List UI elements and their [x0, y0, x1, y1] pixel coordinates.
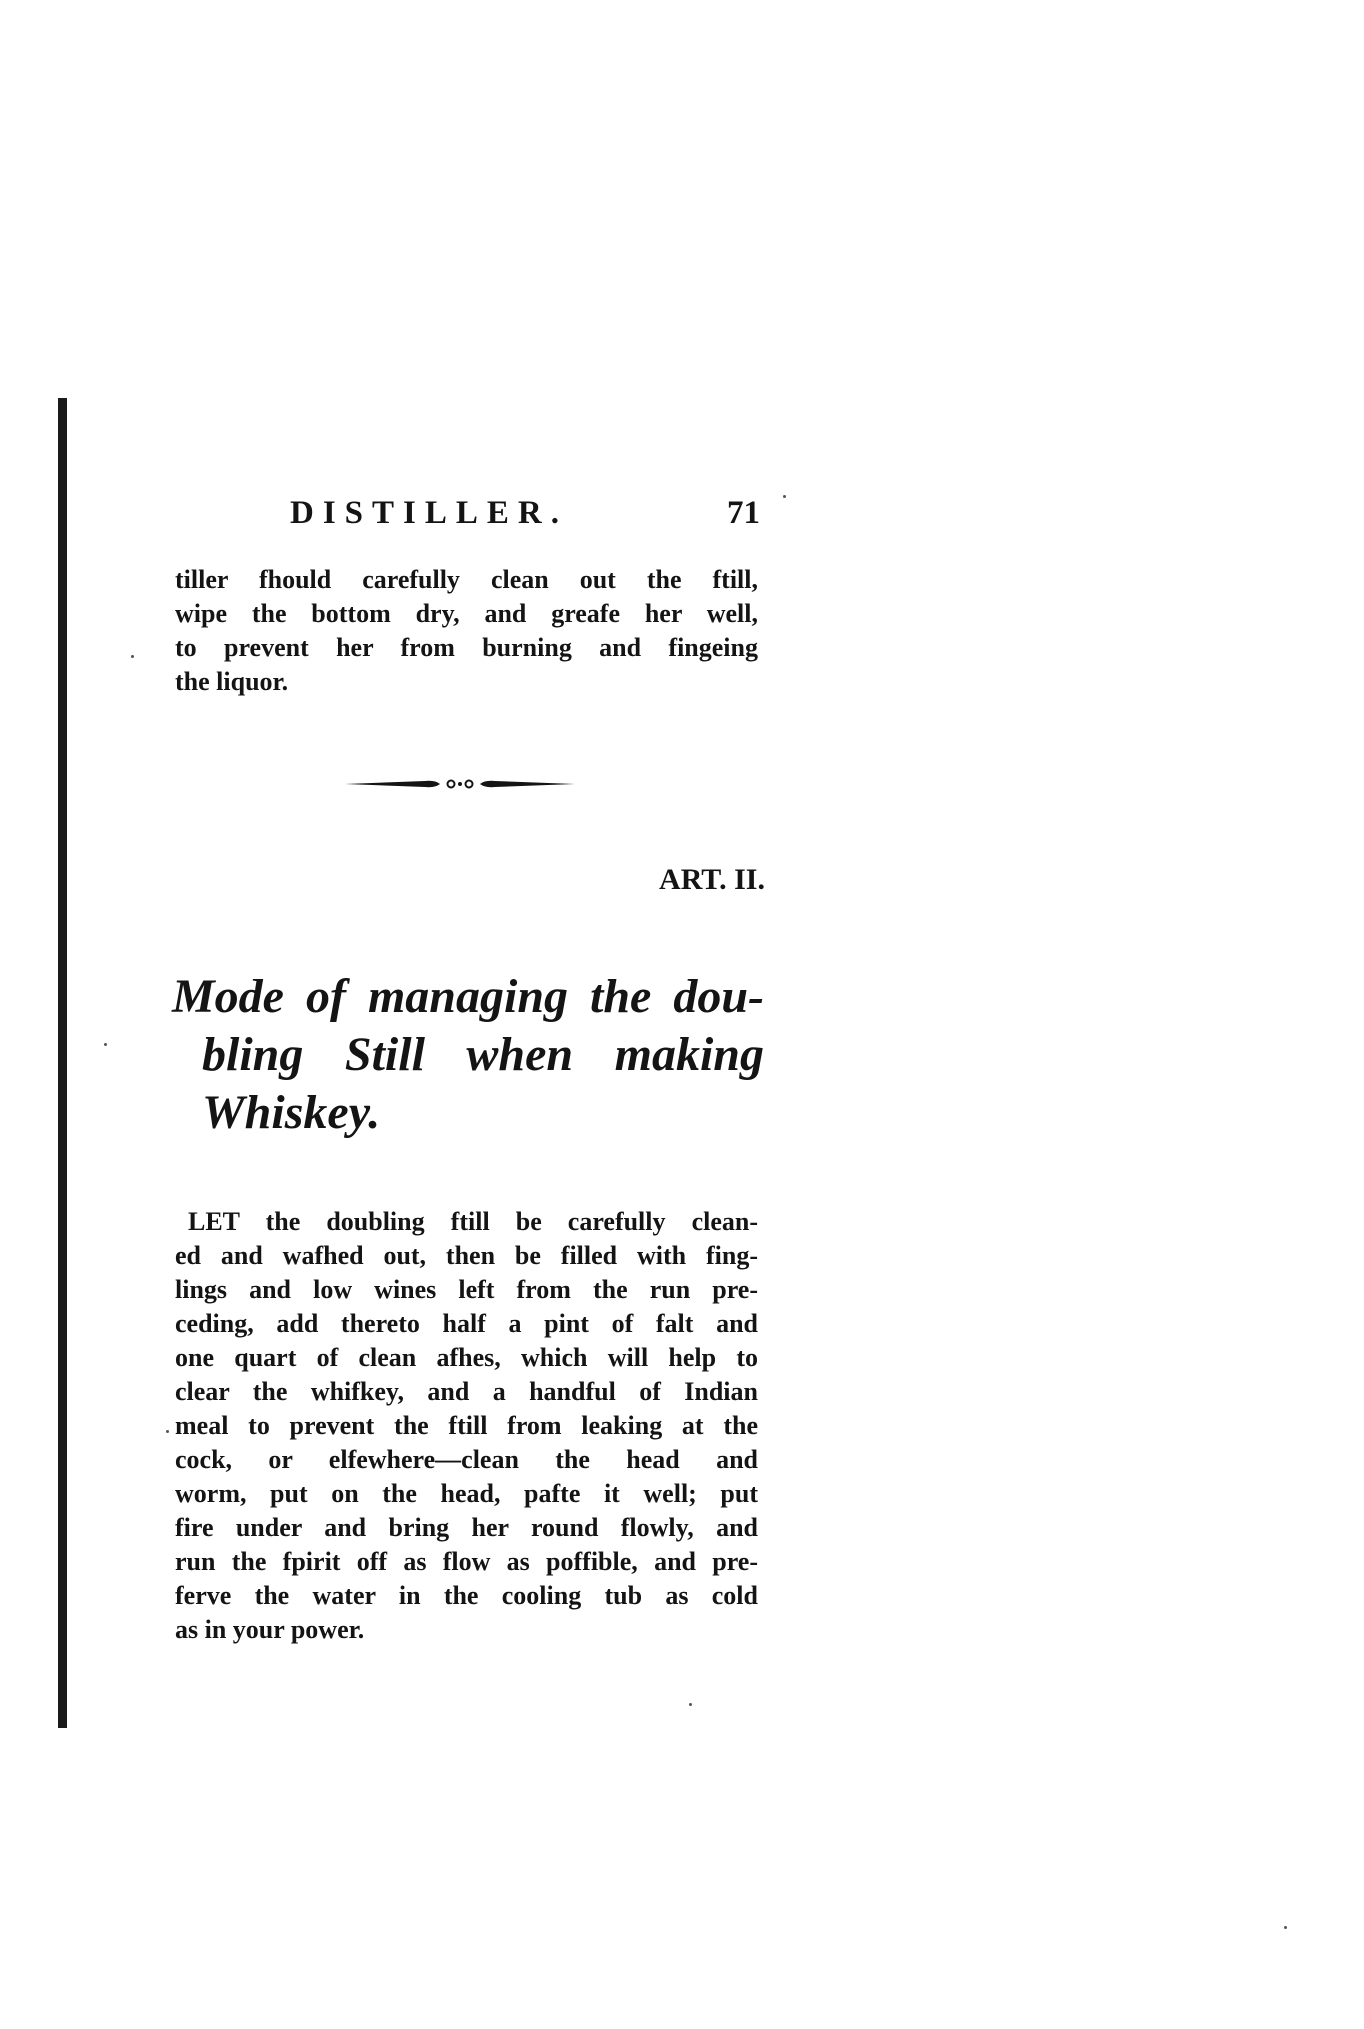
- text-line: to prevent her from burning and fingeing: [175, 633, 758, 662]
- text-line: ferve the water in the cooling tub as cold: [175, 1581, 758, 1610]
- text-line: wipe the bottom dry, and greafe her well,: [175, 599, 758, 628]
- article-body: [175, 1205, 758, 1647]
- text-line: lings and low wines left from the run pre-: [175, 1275, 758, 1304]
- continuation-paragraph: [175, 563, 758, 699]
- page-number: 71: [727, 495, 760, 531]
- text-line: worm, put on the head, pafte it well; put: [175, 1479, 758, 1508]
- text-line: LET the doubling ftill be carefully clean-: [188, 1207, 758, 1236]
- text-line: cock, or elfewhere—clean the head and: [175, 1445, 758, 1474]
- title-line: Whiskey.: [202, 1086, 381, 1139]
- speck: [166, 1430, 169, 1433]
- page-header: [290, 495, 760, 543]
- text-line: ed and wafhed out, then be filled with fing-: [175, 1241, 758, 1270]
- text-line: as in your power.: [175, 1615, 365, 1644]
- speck: [104, 1043, 107, 1046]
- text-line: one quart of clean afhes, which will help to: [175, 1343, 758, 1372]
- page-edge-shadow: [58, 398, 67, 1728]
- running-title: DISTILLER.: [290, 495, 568, 531]
- text-line: tiller fhould carefully clean out the ftill,: [175, 565, 758, 594]
- speck: [783, 495, 786, 498]
- title-line: Mode of managing the dou-: [172, 970, 764, 1023]
- article-title: [172, 968, 764, 1142]
- speck: [1284, 1926, 1287, 1929]
- speck: [131, 655, 134, 658]
- text-line: meal to prevent the ftill from leaking at the: [175, 1411, 758, 1440]
- article-number: ART. II.: [659, 863, 765, 896]
- title-line: bling Still when making: [202, 1028, 764, 1081]
- text-line: fire under and bring her round flowly, and: [175, 1513, 758, 1542]
- text-line: clear the whifkey, and a handful of Indian: [175, 1377, 758, 1406]
- text-line: run the fpirit off as flow as poffible, and pre-: [175, 1547, 758, 1576]
- text-line: ceding, add thereto half a pint of falt and: [175, 1309, 758, 1338]
- text-line: the liquor.: [175, 667, 289, 696]
- speck: [689, 1703, 692, 1706]
- ornament-divider: [345, 774, 575, 794]
